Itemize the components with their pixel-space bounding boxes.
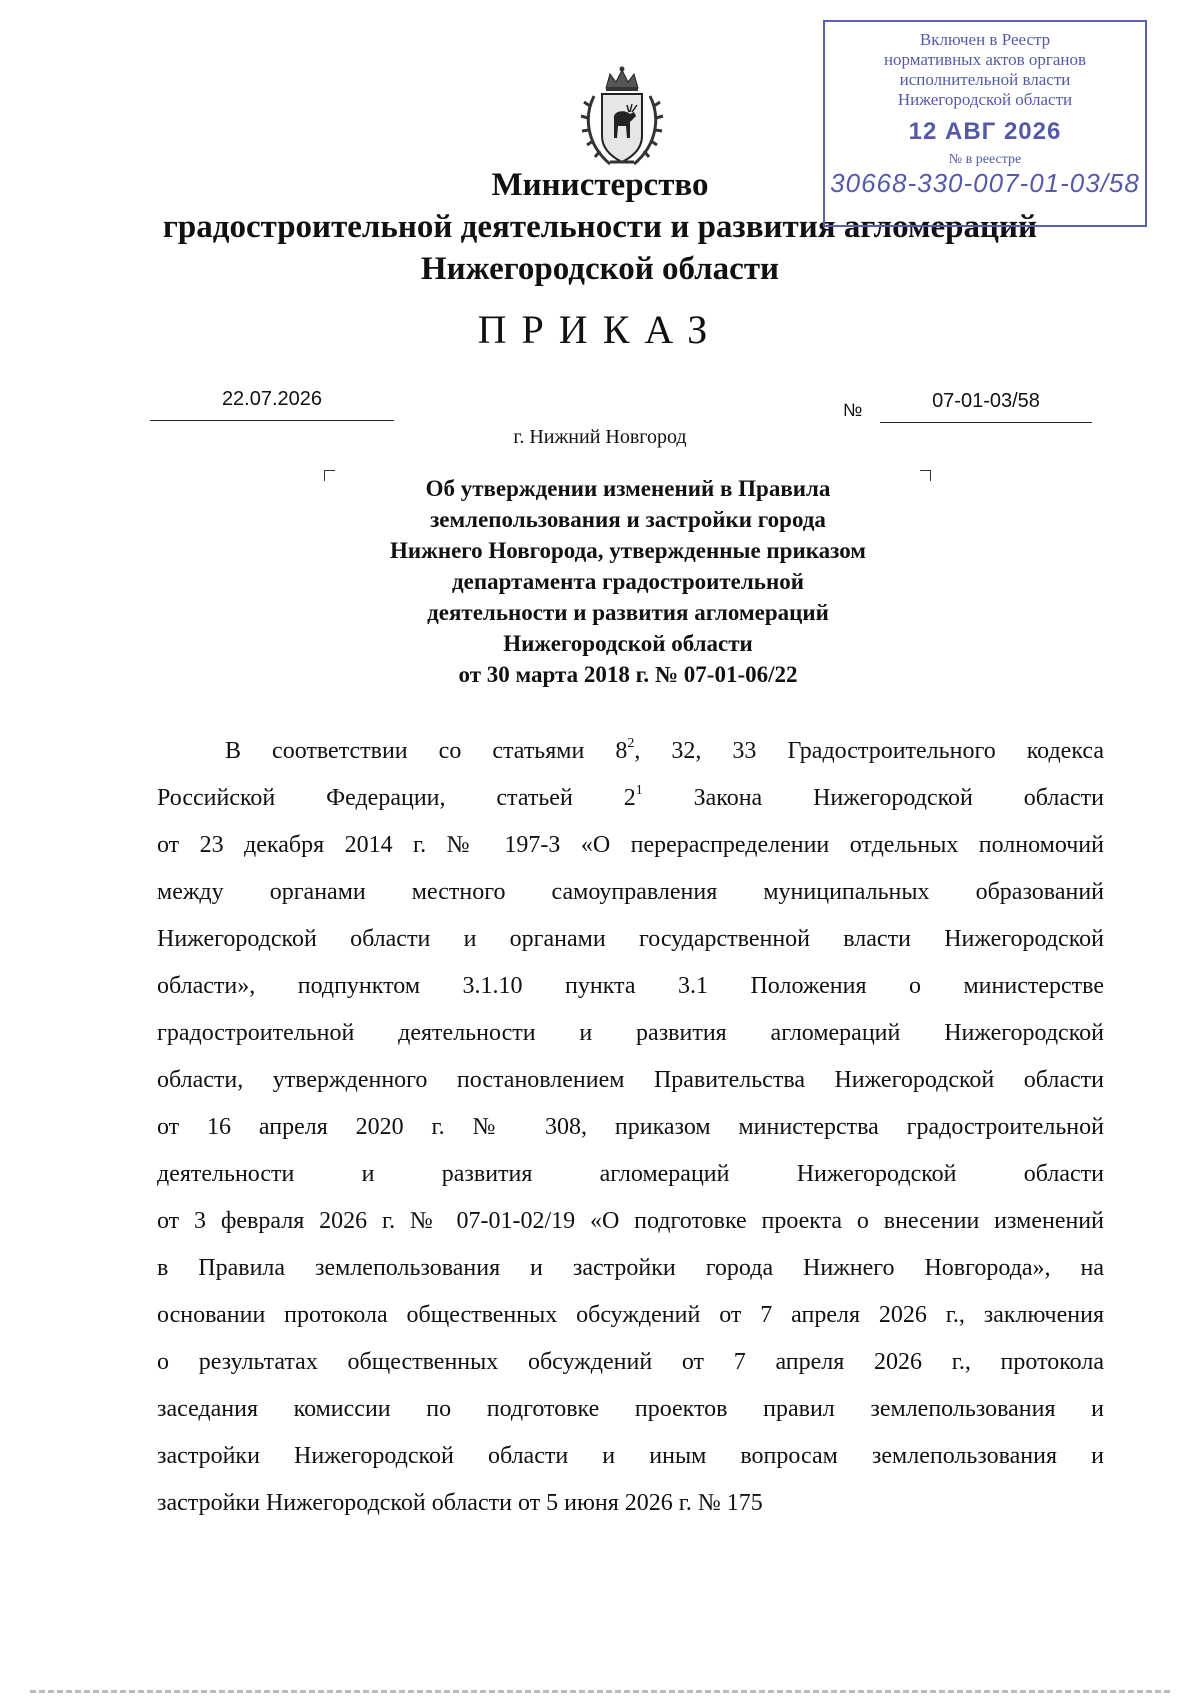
ministry-name-line-2: градостроительной деятельности и развития агломераций: [162, 209, 1038, 245]
body-line: от 23 декабря 2014 г. № 197-З «О перераспределении отдельных полномочий: [157, 832, 1104, 858]
body-line: застройки Нижегородской области от 5 июня 2026 г. № 175: [157, 1490, 763, 1516]
stamp-line: Включен в Реестр: [919, 30, 1051, 49]
body-line: основании протокола общественных обсуждений от 7 апреля 2026 г., заключения: [157, 1302, 1104, 1328]
body-paragraph: [157, 728, 1104, 1527]
registry-stamp: [823, 20, 1147, 227]
date-underline: [150, 420, 394, 421]
subject-line: землепользования и застройки города: [430, 507, 826, 532]
body-line: В соответствии со статьями $8^2$, 32, 33 Градостроительного кодекса: [225, 736, 1104, 764]
subject-line: Об утверждении изменений в Правила: [425, 476, 831, 501]
subject-line: от 30 марта 2018 г. № 07-01-06/22: [458, 662, 798, 687]
document-date: 22.07.2026: [221, 388, 323, 410]
ministry-name-line-3: Нижегородской области: [420, 251, 780, 287]
body-line: области, утвержденного постановлением Правительства Нижегородской области: [157, 1067, 1104, 1093]
body-line: градостроительной деятельности и развития агломераций Нижегородской: [157, 1020, 1104, 1046]
body-line: застройки Нижегородской области и иным вопросам землепользования и: [157, 1443, 1104, 1469]
stamp-line: исполнительной власти: [899, 70, 1071, 89]
document-type: ПРИКАЗ: [477, 307, 723, 352]
number-sign: №: [843, 400, 863, 420]
body-line: от 16 апреля 2020 г. № 308, приказом министерства градостроительной: [157, 1114, 1104, 1140]
body-line: деятельности и развития агломераций Нижегородской области: [157, 1161, 1104, 1187]
ministry-name-line-1: Министерство: [491, 167, 709, 203]
stamp-registry-label: № в реестре: [948, 152, 1022, 167]
subject-line: департамента градостроительной: [452, 569, 804, 594]
stamp-line: Нижегородской области: [897, 90, 1073, 109]
body-line: в Правила землепользования и застройки города Нижнего Новгорода», на: [157, 1255, 1104, 1281]
subject-line: Нижегородской области: [503, 631, 753, 656]
stamp-line: нормативных актов органов: [883, 50, 1087, 69]
scan-edge: [30, 1690, 1170, 1693]
body-line: Российской Федерации, статьей $2^1$ Закона Нижегородской области: [157, 783, 1104, 811]
document-subject: [300, 473, 956, 690]
stamp-date: 12 АВГ 2026: [908, 118, 1062, 145]
body-line: заседания комиссии по подготовке проектов правил землепользования и: [157, 1396, 1104, 1422]
coat-of-arms-icon: [580, 66, 664, 170]
subject-line: Нижнего Новгорода, утвержденные приказом: [390, 538, 866, 563]
body-line: о результатах общественных обсуждений от 7 апреля 2026 г., протокола: [157, 1349, 1104, 1375]
document-number: 07-01-03/58: [932, 390, 1040, 412]
body-line: между органами местного самоуправления муниципальных образований: [157, 879, 1104, 905]
subject-line: деятельности и развития агломераций: [427, 600, 829, 625]
body-line: области», подпунктом 3.1.10 пункта 3.1 Положения о министерстве: [157, 973, 1104, 999]
body-line: от 3 февраля 2026 г. № 07-01-02/19 «О подготовке проекта о внесении изменений: [157, 1208, 1104, 1234]
city: г. Нижний Новгород: [513, 426, 687, 448]
body-line: Нижегородской области и органами государственной власти Нижегородской: [157, 926, 1104, 952]
number-underline: [880, 422, 1092, 423]
stamp-registry-number: 30668-330-007-01-03/58: [830, 168, 1140, 198]
